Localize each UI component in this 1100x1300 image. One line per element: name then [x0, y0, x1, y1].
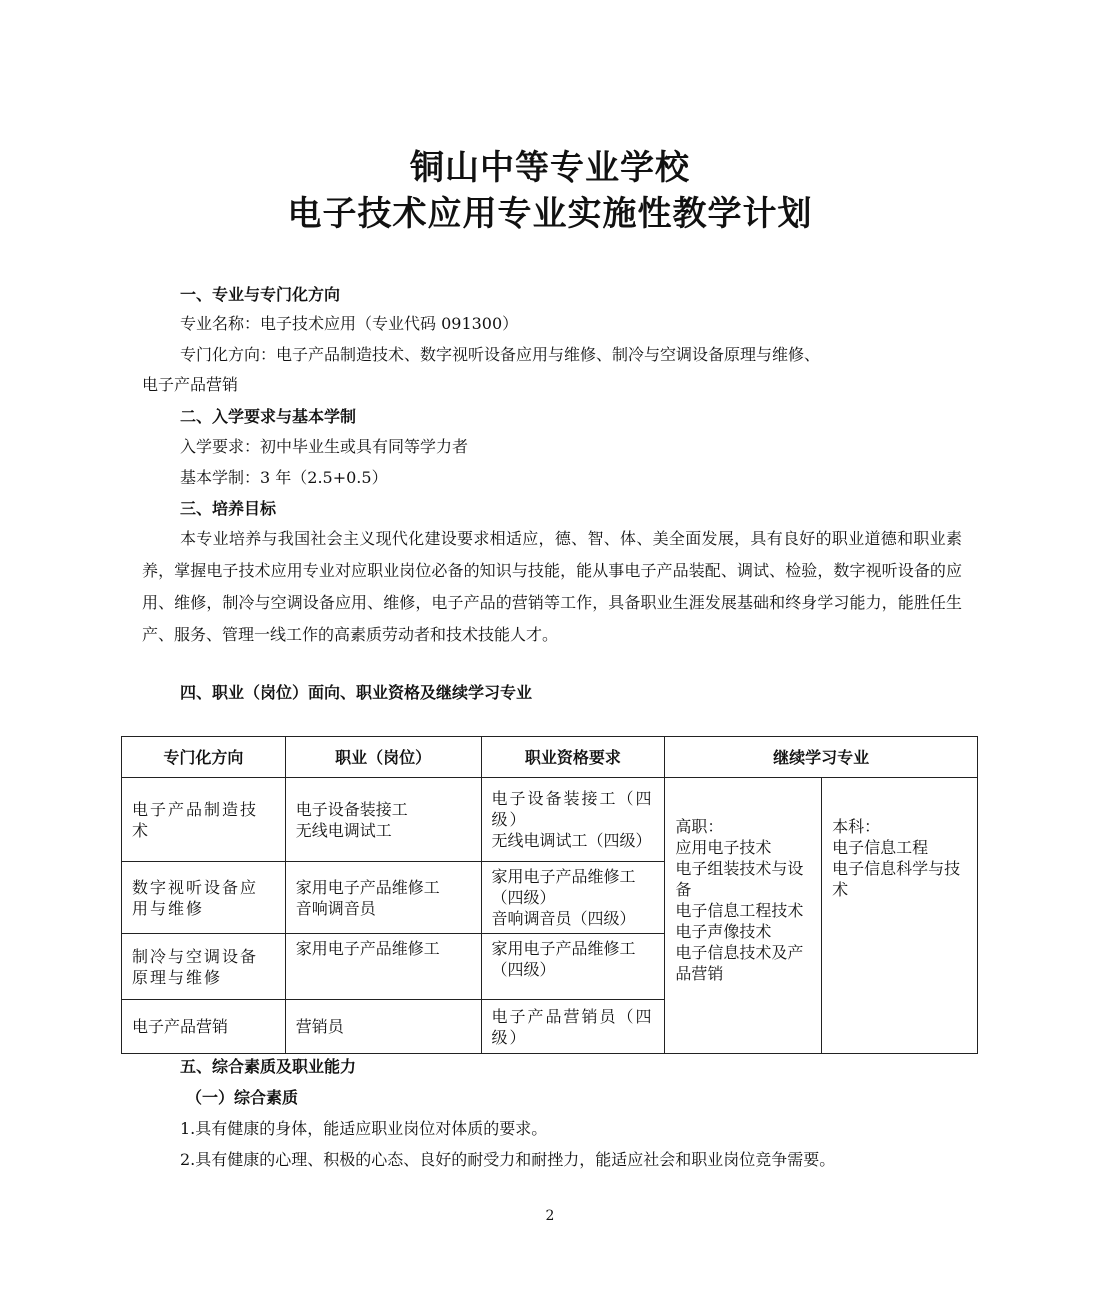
study-length: 基本学制：3 年（2.5+0.5）	[180, 468, 388, 487]
plan-title: 电子技术应用专业实施性教学计划	[287, 194, 813, 234]
header-specialization: 专门化方向	[122, 737, 286, 778]
cell-qualification	[481, 862, 665, 934]
cell-specialization: 制冷与空调设备原理与维修	[122, 934, 286, 1000]
undergraduate-label: 本科：	[832, 817, 881, 836]
cell-occupation	[285, 934, 481, 1000]
subsection-heading: （一）综合素质	[186, 1088, 299, 1107]
cell-specialization: 电子产品制造技术	[122, 778, 286, 862]
table-row	[122, 778, 978, 862]
section-4-heading: 四、职业（岗位）面向、职业资格及继续学习专业	[180, 683, 533, 702]
page-number: 2	[545, 1208, 555, 1224]
school-title: 铜山中等专业学校	[410, 148, 690, 188]
training-goal-paragraph: 本专业培养与我国社会主义现代化建设要求相适应，德、智、体、美全面发展，具有良好的职业道德和职业素养，掌握电子技术应用专业对应职业岗位必备的知识与技能，能从事电子产品装配、调试、检验，数字视听设备的应用、维修，制冷与空调设备应用、维修，电子产品的营销等工作，具备职业生涯发展基础和终身学习能力，能胜任生产、服务、管理一线工作的高素质劳动者和技术技能人才。	[142, 529, 962, 644]
occupation-item: 音响调音员	[295, 898, 376, 918]
cell-qualification	[481, 1000, 665, 1054]
cell-occupation	[285, 1000, 481, 1054]
qualification-item: 电子产品营销员（四级）	[491, 1006, 654, 1047]
cell-qualification	[481, 934, 665, 1000]
specialization-line-1: 专门化方向：电子产品制造技术、数字视听设备应用与维修、制冷与空调设备原理与维修、	[180, 345, 821, 364]
major-name: 专业名称：电子技术应用（专业代码 091300）	[180, 314, 519, 333]
qualification-item: 电子设备装接工（四级）	[491, 789, 654, 829]
section-3-heading: 三、培养目标	[180, 499, 277, 518]
higher-vocational-item: 电子信息技术及产品营销	[675, 943, 804, 983]
career-table	[121, 736, 978, 1054]
undergraduate-item: 电子信息工程	[832, 838, 929, 857]
occupation-item: 家用电子产品维修工	[295, 939, 440, 958]
cell-occupation	[285, 862, 481, 934]
higher-vocational-label: 高职：	[675, 817, 724, 836]
higher-vocational-item: 电子声像技术	[675, 922, 772, 941]
header-occupation: 职业（岗位）	[285, 737, 481, 778]
quality-item-1: 1.具有健康的身体，能适应职业岗位对体质的要求。	[180, 1119, 548, 1138]
undergraduate-item: 电子信息科学与技术	[832, 859, 961, 899]
entry-requirement: 入学要求：初中毕业生或具有同等学力者	[180, 437, 469, 456]
specialization-line-2: 电子产品营销	[142, 375, 239, 394]
higher-vocational-item: 电子信息工程技术	[675, 901, 804, 920]
header-further-study: 继续学习专业	[665, 737, 978, 778]
table-header-row	[122, 737, 978, 778]
header-qualification: 职业资格要求	[481, 737, 665, 778]
section-2-heading: 二、入学要求与基本学制	[180, 407, 357, 426]
qualification-item: 无线电调试工（四级）	[491, 831, 652, 850]
occupation-item: 家用电子产品维修工	[295, 877, 440, 897]
quality-item-2: 2.具有健康的心理、积极的心态、良好的耐受力和耐挫力，能适应社会和职业岗位竞争需要。	[180, 1150, 836, 1169]
cell-occupation	[285, 778, 481, 862]
qualification-item: 家用电子产品维修工（四级）	[491, 939, 636, 979]
section-1-heading: 一、专业与专门化方向	[180, 285, 341, 304]
cell-specialization: 电子产品营销	[122, 1000, 286, 1054]
cell-specialization: 数字视听设备应用与维修	[122, 862, 286, 934]
cell-undergraduate	[822, 778, 978, 1054]
occupation-item: 无线电调试工	[295, 820, 392, 840]
section-5-heading: 五、综合素质及职业能力	[180, 1057, 357, 1076]
occupation-item: 电子设备装接工	[295, 799, 408, 819]
higher-vocational-item: 电子组装技术与设备	[675, 859, 804, 899]
higher-vocational-item: 应用电子技术	[675, 838, 772, 857]
qualification-item: 家用电子产品维修工（四级）	[491, 867, 636, 907]
cell-higher-vocational	[665, 778, 822, 1054]
cell-qualification	[481, 778, 665, 862]
occupation-item: 营销员	[295, 1017, 344, 1036]
qualification-item: 音响调音员（四级）	[491, 909, 636, 928]
